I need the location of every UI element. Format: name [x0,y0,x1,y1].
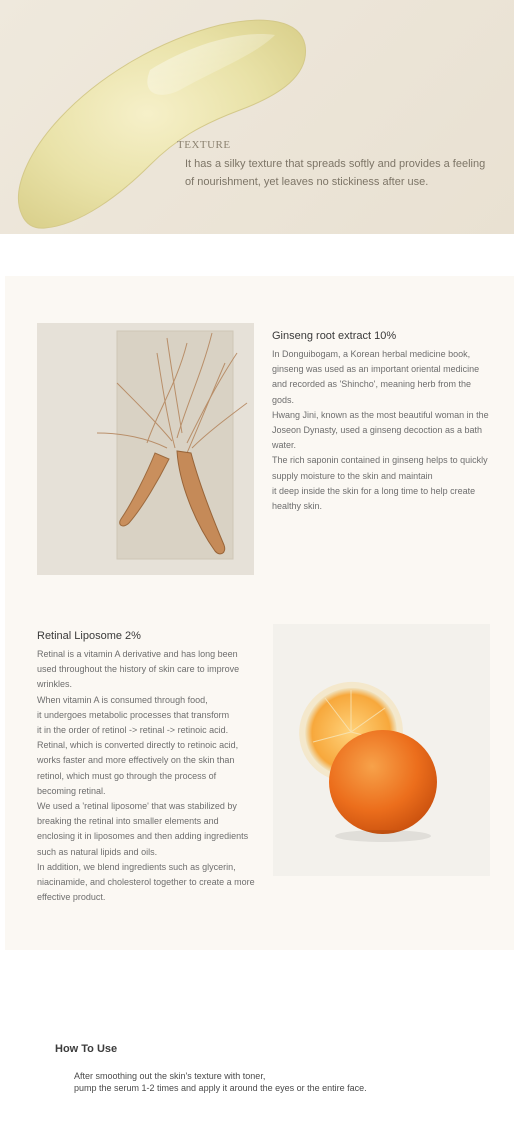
texture-title: TEXTURE [177,139,231,151]
texture-description: It has a silky texture that spreads softly and provides a feeling of nourishment, yet leaves no stickiness after use. [185,158,486,188]
ginseng-description [272,347,492,514]
ginseng-root-photo [37,323,254,575]
ginseng-paragraph: Hwang Jini, known as the most beautiful woman in the Joseon Dynasty, used a ginseng decoction as a bath water. [272,409,489,451]
retinal-paragraph: Retinal, which is converted directly to retinoic acid, works faster and more effectively on the skin than retinol, which must go through the process of becoming retinal. [37,740,239,796]
cream-swatch-image [0,0,514,234]
how-to-use-instructions [74,1070,367,1094]
retinal-paragraph: In addition, we blend ingredients such as glycerin, niacinamide, and cholesterol together to create a more effective product. [37,861,255,903]
how-to-use-title: How To Use [55,1043,118,1055]
how-to-use-line: After smoothing out the skin's texture with toner, [74,1071,266,1081]
retinal-paragraph: it undergoes metabolic processes that transform [37,709,230,720]
retinal-paragraph: it in the order of retinol -> retinal -> retinoic acid. [37,725,229,736]
ginseng-paragraph: The rich saponin contained in ginseng helps to quickly supply moisture to the skin and maintain [272,455,488,481]
retinal-title: Retinal Liposome 2% [37,630,141,642]
retinal-description [37,647,255,905]
ginseng-paragraph: it deep inside the skin for a long time to help create healthy skin. [272,485,476,512]
how-to-use-line: pump the serum 1-2 times and apply it around the eyes or the entire face. [74,1083,367,1093]
retinal-paragraph: We used a 'retinal liposome' that was stabilized by breaking the retinal into smaller elements and enclosing it in liposomes and then adding ingredients such as natural lipids and oils. [37,801,249,857]
texture-section [0,0,514,234]
retinal-paragraph: When vitamin A is consumed through food, [37,694,208,705]
ginseng-title: Ginseng root extract 10% [272,330,397,342]
retinal-paragraph: Retinal is a vitamin A derivative and has long been used throughout the history of skin care to improve wrinkles. [37,649,240,690]
orange-photo [273,624,490,876]
ginseng-paragraph: In Donguibogam, a Korean herbal medicine book, ginseng was used as an important oriental medicine and recorded as 'Shincho', meaning herb from the gods. [272,349,480,405]
